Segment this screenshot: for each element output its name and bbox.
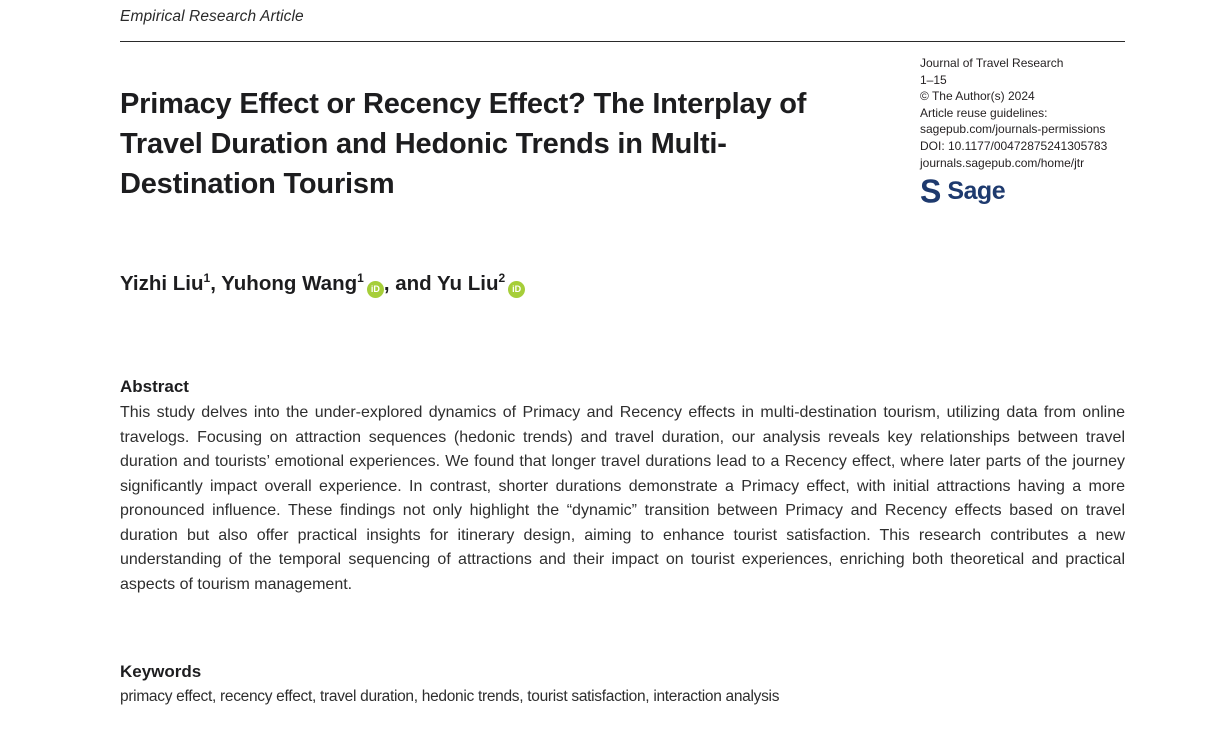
author-separator: , and [383,272,437,295]
journal-name: Journal of Travel Research [920,56,1064,70]
permissions-link[interactable]: sagepub.com/journals-permissions [920,122,1106,137]
author-affiliation-sup: 2 [498,271,506,286]
journal-page-range: 1–15 [920,72,947,87]
author-affiliation-sup: 1 [203,271,211,286]
author-affiliation-sup: 1 [357,271,364,286]
journal-homepage-link[interactable]: journals.sagepub.com/home/jtr [920,155,1085,170]
abstract-text: This study delves into the under-explored dynamics of Primacy and Recency effects in multi-destination tourism, utilizing data from online travelogs. Focusing on attraction sequences (hedonic trends) and travel duration, our analysis reveals key relationships between travel duration and tourists’ emotional experiences. We found that longer travel durations lead to a Recency effect, where later parts of the journey significantly impact overall experience. In contrast, shorter durations demonstrate a Primacy effect, with initial attractions having a more pronounced influence. These findings not only highlight the “dynamic” transition between Primacy and Recency effects based on travel duration but also offer practical insights for itinerary design, aiming to enhance tourist satisfaction. This research contributes a new understanding of the temporal sequencing of attractions and their impact on tourist experiences, enriching both theoretical and practical aspects of tourism management. [120,404,1125,593]
sage-logo-icon: S [920,172,942,211]
journal-info-block [920,55,1160,211]
keywords-text: primacy effect, recency effect, travel duration, hedonic trends, tourist satisfaction, interaction analysis [120,688,780,705]
article-title: Primacy Effect or Recency Effect? The Interplay of Travel Duration and Hedonic Trends in Multi-Destination Tourism [120,88,807,200]
author-name: Yizhi Liu [120,272,204,295]
journal-copyright: © The Author(s) 2024 [920,89,1035,104]
sage-logo [920,172,1160,211]
orcid-icon[interactable]: iD [367,281,384,298]
abstract-heading: Abstract [120,377,189,396]
keywords-heading: Keywords [120,662,202,681]
sage-logo-text: Sage [947,176,1006,205]
orcid-icon[interactable]: iD [508,281,525,298]
author-byline [120,272,1020,298]
author-separator: , [210,272,222,295]
article-type-label: Empirical Research Article [120,8,304,25]
article-reuse-guidelines-label: Article reuse guidelines: [920,105,1048,120]
author-name: Yu Liu [436,272,499,295]
doi-text: DOI: 10.1177/00472875241305783 [920,138,1108,153]
author-name: Yuhong Wang [221,272,358,295]
header-divider [120,41,1125,42]
